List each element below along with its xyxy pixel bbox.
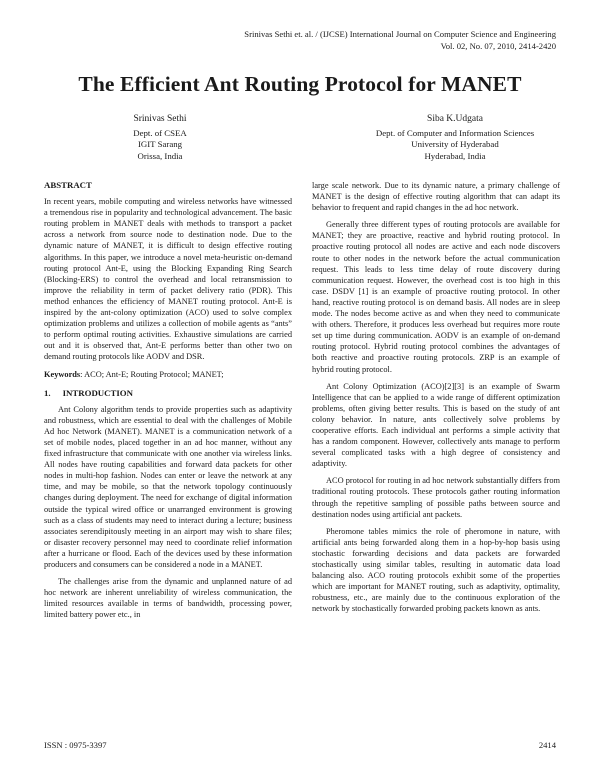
journal-header-line1: Srinivas Sethi et. al. / (IJCSE) International Journal on Computer Science and Engineering — [244, 29, 556, 39]
section-title: INTRODUCTION — [62, 387, 133, 398]
author-affiliation: Hyderabad, India — [424, 150, 486, 161]
body-paragraph: Ant Colony Optimization (ACO)[2][3] is an example of Swarm Intelligence that can be applied to a wide range of different optimization problems, often giving better results. This is based on the study of ant colony behavior. In nature, ants collectively solve problems by cooperative efforts. Each individual ant performs a simple activity that has a random component. However, collectively ants manage to perform several complicated tasks with a high degree of consistency and adaptivity. — [312, 381, 560, 469]
body-paragraph: Pheromone tables mimics the role of pheromone in nature, with artificial ants being forwarded along them in a hop-by-hop basis using stochastic forwarding decisions and data packets are forwarded stochastically using similar tables, resulting in automatic data load balancing also. ACO routing protocols exhibit some of the properties which are important for MANET routing, such as adaptivity, optimality, robustness, etc., are mainly due to the continuous exploration of the network by stochastically forwarded probing packets known as ants. — [312, 526, 560, 614]
footer-page-number: 2414 — [538, 740, 556, 750]
author-block-1 — [70, 114, 250, 162]
section-heading-introduction — [44, 388, 292, 399]
body-paragraph: The challenges arise from the dynamic and unplanned nature of ad hoc network are inherent unreliability of wireless communication, the limited resources available in terms of bandwidth, processing power, limited battery power etc., in — [44, 577, 292, 620]
journal-header — [244, 28, 556, 52]
body-paragraph: ACO protocol for routing in ad hoc network substantially differs from traditional routing protocols. These protocols gather routing information through the repetitive sampling of possible paths between source and destination nodes using artificial ant packets. — [312, 476, 560, 519]
author-block-2 — [340, 114, 570, 162]
author-name: Srinivas Sethi — [133, 114, 187, 124]
author-affiliation: IGIT Sarang — [137, 139, 183, 149]
abstract-heading: ABSTRACT — [44, 180, 92, 190]
footer-issn: ISSN : 0975-3397 — [44, 740, 107, 750]
body-paragraph: large scale network. Due to its dynamic nature, a primary challenge of MANET is the design of effective routing algorithm that can adapt its behavior to frequent and rapid changes in the ad hoc network. — [312, 181, 560, 213]
author-affiliation: Orissa, India — [137, 150, 183, 161]
right-column — [312, 180, 560, 620]
body-paragraph: Generally three different types of routing protocols are available for MANET; they are proactive, reactive and hybrid routing protocol. In proactive routing protocol all nodes are active and each node discovers route to other nodes in the network before the actual communication request. This leads to less time delay of route discovery during communication request. However, the overhead cost is too high in this case. DSDV [1] is an example of proactive routing protocol. In other hand, reactive routing protocol is on demand basis. All nodes are in sleep mode. The nodes become active as and when they need to communicate with others. Therefore, it produces less overhead but requires more route set up time during communication. AODV is an example of on-demand routing protocol. Hybrid routing protocol combines the advantages of both reactive and proactive routing protocols. ZRP is an example of hybrid routing protocol. — [312, 220, 560, 374]
paper-title: The Efficient Ant Routing Protocol for MANET — [78, 72, 522, 96]
keywords — [44, 369, 292, 380]
author-name: Siba K.Udgata — [427, 114, 483, 124]
author-affiliation: Dept. of CSEA — [133, 127, 187, 138]
body-paragraph: Ant Colony algorithm tends to provide properties such as adaptivity and robustness, which are essential to deal with the challenges of Mobile Ad hoc Network (MANET). MANET is a communication network of a set of mobile nodes, placed together in an ad hoc manner, without any fixed infrastructure that communicate with one another via wireless links. All nodes have routing capabilities and forward data packets for other nodes in multi-hop fashion. Nodes can enter or leave the network at any time, and may be mobile, so that the network topology continuously changes during deployment. The need for exchange of digital information outside the typical wired office or unarranged environment is growing such as a class of students may need to interact during a lecture; business associates serendipitously meeting in an airport may wish to share files; or disaster recovery personnel may need to coordinate relief information after a hurricane or flood. Each of the devices used by these information producers and consumers can be considered a node in a MANET. — [44, 404, 292, 569]
author-affiliation: Dept. of Computer and Information Sciences — [375, 127, 535, 138]
abstract-text: In recent years, mobile computing and wireless networks have witnessed a tremendous rise in popularity and technological advancement. The basic routing problem in MANET deals with methods to transport a packet across a network from source node to destination node. Due to the dynamic nature of MANET, it is difficult to design effective routing algorithms. In this paper, we introduce a novel meta-heuristic on-demand routing protocol Ant-E, using the Blocking Expanding Ring Search (Blocking-ERS) to control the overhead and local retransmission to improve the reliability in term of packet delivery ratio (PDR). This method enhances the efficiency of MANET routing protocol. Ant-E is inspired by the ant-colony optimization (ACO) used to solve complex optimization problems and utilizes a collection of mobile agents as “ants” to perform optimal routing activities. Exhaustive simulations are carried out and it is observed that, Ant-E performs better than other two on demand routing protocols like AODV and DSR. — [44, 197, 292, 362]
section-number: 1. — [44, 387, 51, 398]
keywords-label: Keywords — [44, 369, 81, 379]
keywords-text: : ACO; Ant-E; Routing Protocol; MANET; — [80, 369, 224, 379]
author-affiliation: University of Hyderabad — [411, 139, 499, 149]
left-column — [44, 180, 292, 626]
journal-header-line2: Vol. 02, No. 07, 2010, 2414-2420 — [440, 41, 556, 51]
